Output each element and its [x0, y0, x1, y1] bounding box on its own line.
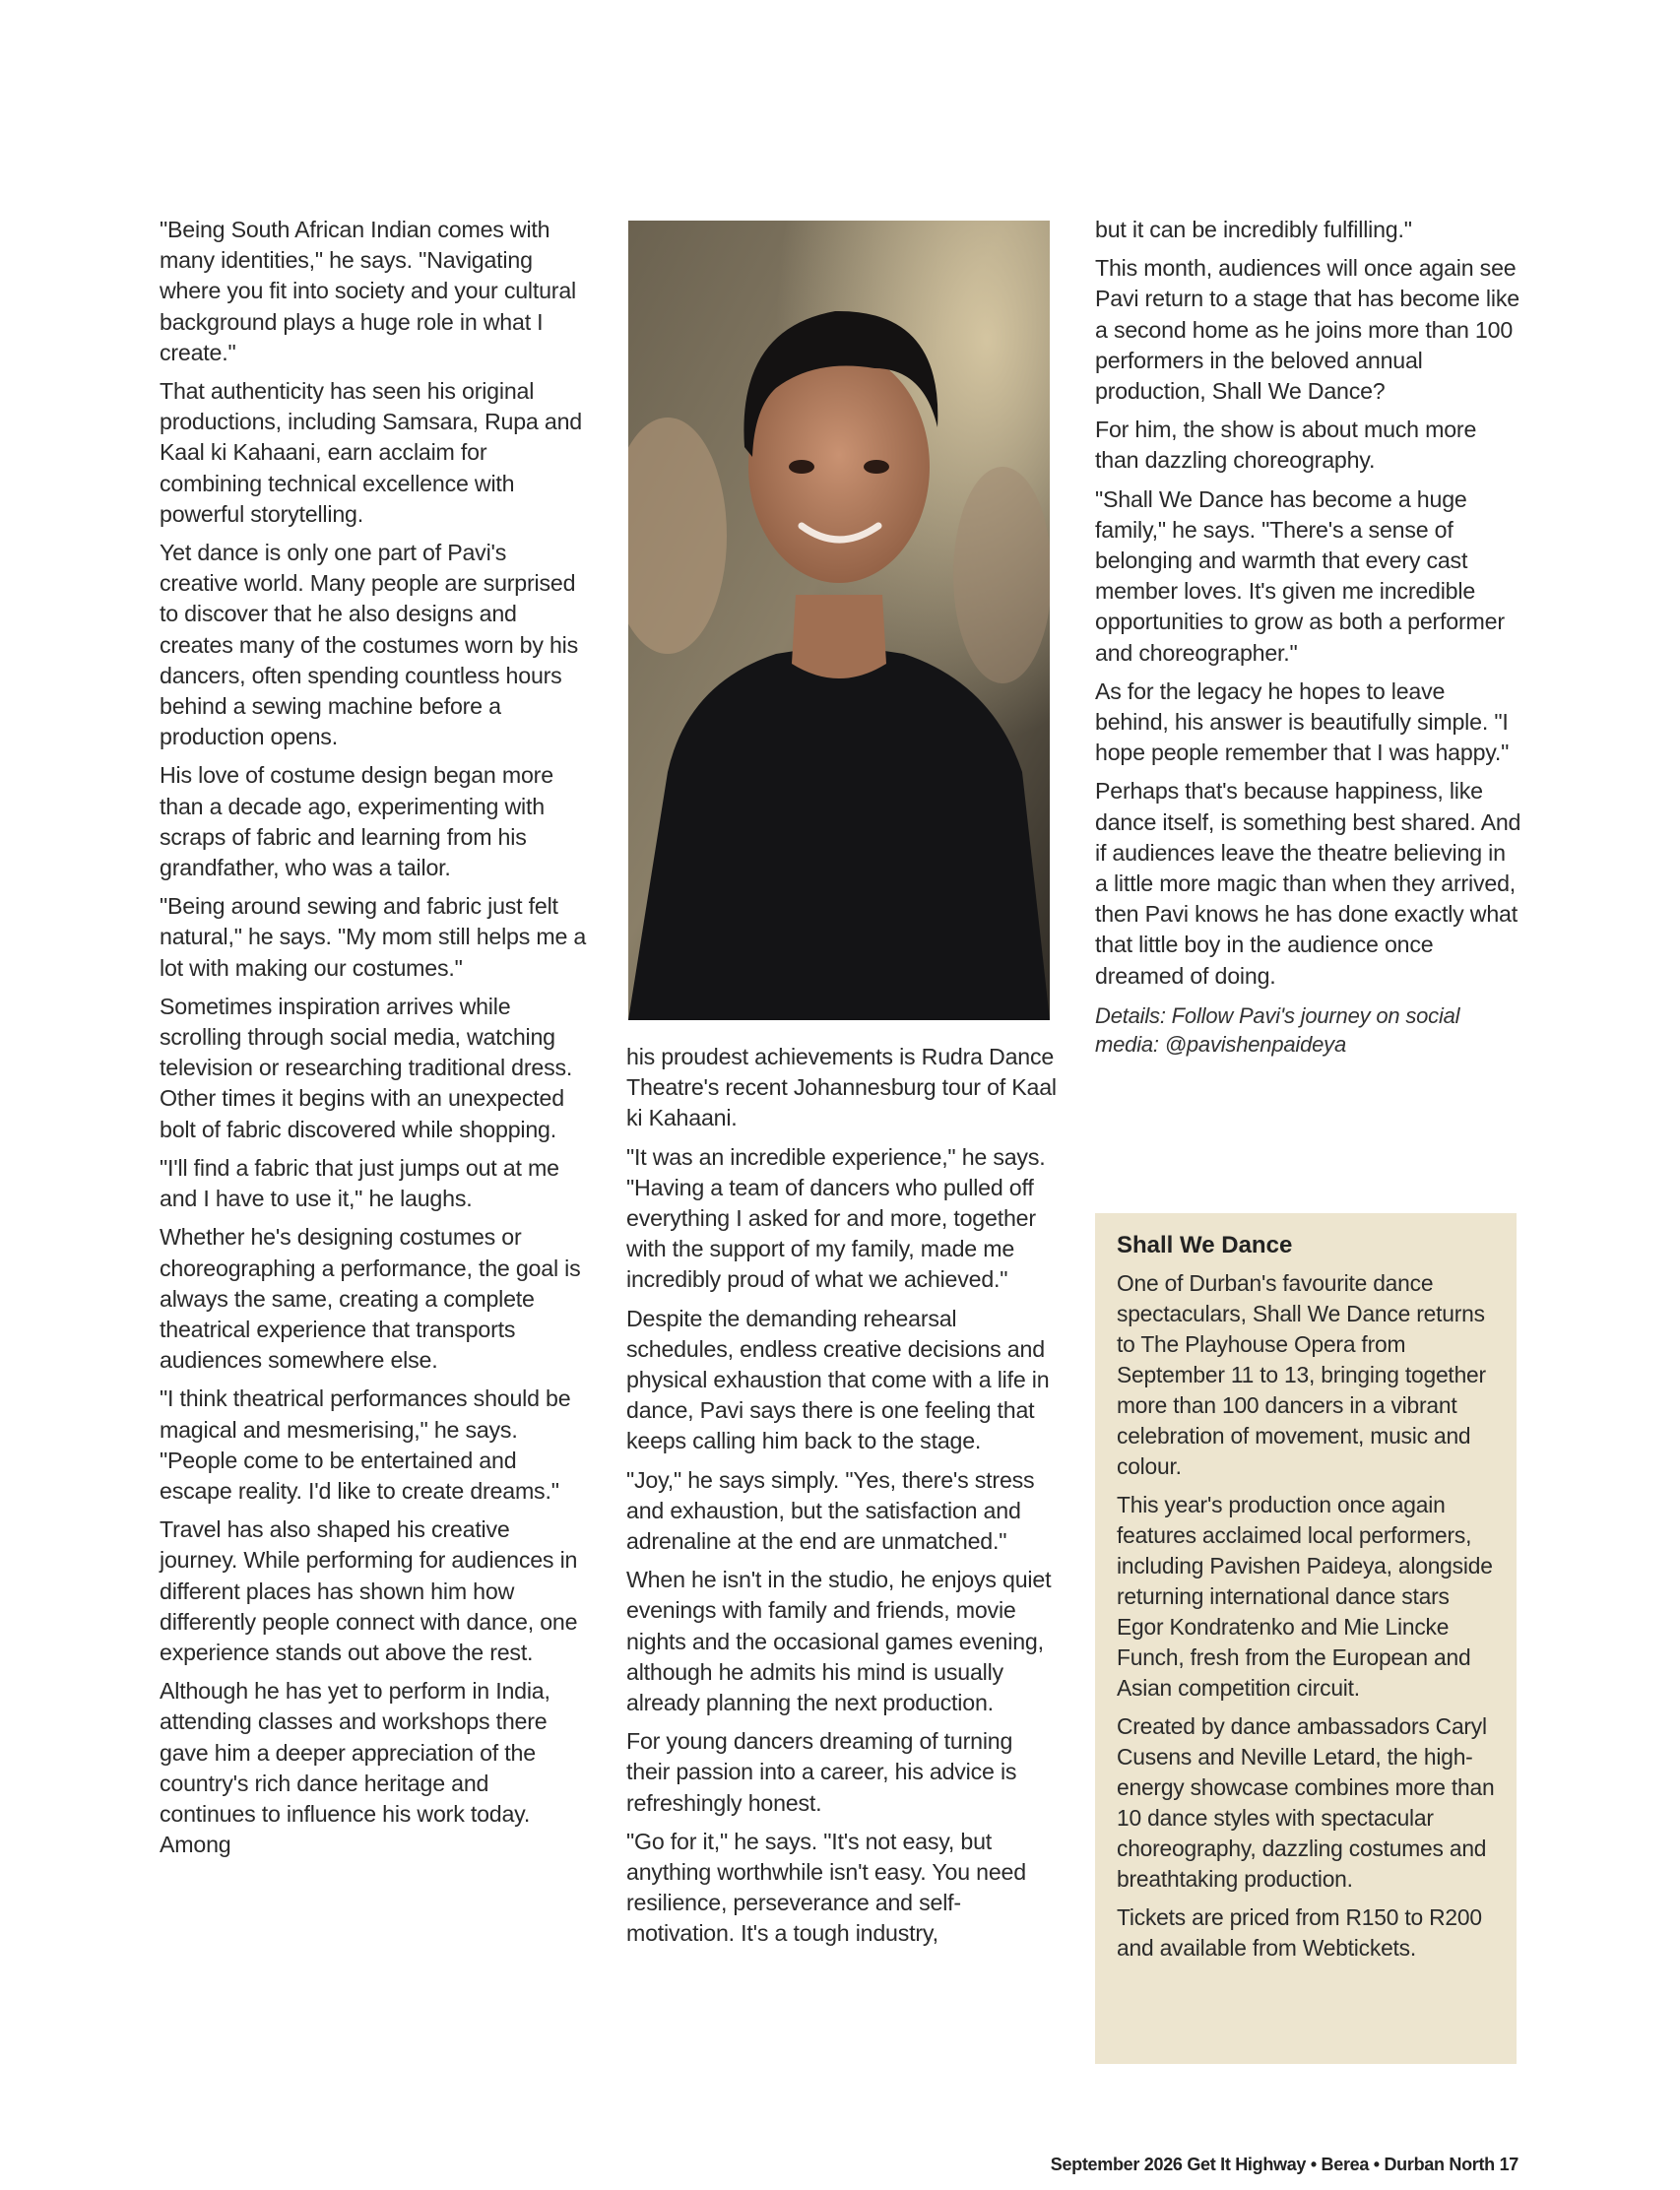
paragraph: Despite the demanding rehearsal schedules, endless creative decisions and physical exhaustion that come with a life in dance, Pavi says there is one feeling that keeps calling him back to the stage.	[626, 1305, 1050, 1454]
paragraph: As for the legacy he hopes to leave behind, his answer is beautifully simple. "I hope people remember that I was happy."	[1095, 677, 1510, 766]
box-paragraph: One of Durban's favourite dance spectaculars, Shall We Dance returns to The Playhouse Opera from September 11 to 13, bringing together more than 100 dancers in a vibrant celebration of movement, music and colour.	[1117, 1270, 1486, 1479]
details-line: Details: Follow Pavi's journey on social media: @pavishenpaideya	[1095, 1002, 1460, 1057]
paragraph: "I think theatrical performances should be magical and mesmerising," he says. "People come to be entertained and escape reality. I'd like to create dreams."	[160, 1385, 571, 1504]
event-info-box	[1095, 1213, 1517, 2064]
paragraph: "I'll find a fabric that just jumps out at me and I have to use it," he laughs.	[160, 1154, 559, 1212]
paragraph: Sometimes inspiration arrives while scrolling through social media, watching television or researching traditional dress. Other times it begins with an unexpected bolt of fabric discovered while shopping.	[160, 993, 573, 1142]
portrait-illustration	[628, 221, 1050, 1020]
article-column-1	[160, 215, 587, 1868]
paragraph: "Go for it," he says. "It's not easy, but anything worthwhile isn't easy. You need resilience, perseverance and self-motivation. It's a tough industry,	[626, 1828, 1026, 1947]
paragraph: "It was an incredible experience," he says. "Having a team of dancers who pulled off everything I asked for and more, together with the support of my family, made me incredibly proud of what we achieved."	[626, 1143, 1046, 1293]
paragraph: Perhaps that's because happiness, like dance itself, is something best shared. And if audiences leave the theatre believing in a little more magic than when they arrived, then Pavi knows he has done exactly what that little boy in the audience once dreamed of doing.	[1095, 778, 1521, 989]
paragraph: Although he has yet to perform in India, attending classes and workshops there gave him a deeper appreciation of the country's rich dance heritage and continues to influence his work today. Among	[160, 1678, 550, 1858]
paragraph: His love of costume design began more than a decade ago, experimenting with scraps of fabric and learning from his grandfather, who was a tailor.	[160, 762, 553, 881]
box-paragraph: Created by dance ambassadors Caryl Cusens and Neville Letard, the high-energy showcase combines more than 10 dance styles with spectacular choreography, dazzling costumes and breathtaking production.	[1117, 1713, 1495, 1892]
paragraph: For young dancers dreaming of turning their passion into a career, his advice is refreshingly honest.	[626, 1728, 1017, 1816]
article-column-2	[626, 1042, 1058, 1958]
paragraph: but it can be incredibly fulfilling."	[1095, 217, 1412, 242]
paragraph: "Being around sewing and fabric just felt natural," he says. "My mom still helps me a lot with making our costumes."	[160, 893, 587, 981]
paragraph: "Shall We Dance has become a huge family," he says. "There's a sense of belonging and warmth that every cast member loves. It's given me incredible opportunities to grow as both a performer and choreographer."	[1095, 485, 1505, 666]
box-paragraph: Tickets are priced from R150 to R200 and available from Webtickets.	[1117, 1904, 1482, 1961]
paragraph: For him, the show is about much more than dazzling choreography.	[1095, 417, 1477, 474]
paragraph: This month, audiences will once again see Pavi return to a stage that has become like a second home as he joins more than 100 performers in the beloved annual production, Shall We Dance?	[1095, 255, 1519, 405]
page-footer: September 2026 Get It Highway • Berea • Durban North 17	[1050, 2155, 1518, 2174]
paragraph: "Joy," he says simply. "Yes, there's stress and exhaustion, but the satisfaction and adrenaline at the end are unmatched."	[626, 1466, 1035, 1555]
paragraph: his proudest achievements is Rudra Dance Theatre's recent Johannesburg tour of Kaal ki Kahaani.	[626, 1044, 1057, 1131]
portrait-photo	[628, 221, 1050, 1020]
article-column-3	[1095, 215, 1522, 1066]
paragraph: Whether he's designing costumes or choreographing a performance, the goal is always the same, creating a complete theatrical experience that transports audiences somewhere else.	[160, 1224, 581, 1374]
paragraph: That authenticity has seen his original productions, including Samsara, Rupa and Kaal ki Kahaani, earn acclaim for combining technical excellence with powerful storytelling.	[160, 378, 582, 527]
paragraph: When he isn't in the studio, he enjoys quiet evenings with family and friends, movie nights and the occasional games evening, although he admits his mind is usually already planning the next production.	[626, 1567, 1052, 1716]
box-paragraph: This year's production once again features acclaimed local performers, including Pavishen Paideya, alongside returning international dance stars Egor Kondratenko and Mie Lincke Funch, fresh from the European and Asian competition circuit.	[1117, 1492, 1493, 1701]
paragraph: "Being South African Indian comes with many identities," he says. "Navigating where you fit into society and your cultural background plays a huge role in what I create."	[160, 217, 576, 365]
paragraph: Travel has also shaped his creative journey. While performing for audiences in different places has shown him how differently people connect with dance, one experience stands out above the rest.	[160, 1516, 578, 1665]
paragraph: Yet dance is only one part of Pavi's creative world. Many people are surprised to discover that he also designs and creates many of the costumes worn by his dancers, often spending countless hours behind a sewing machine before a production opens.	[160, 540, 579, 750]
box-title: Shall We Dance	[1117, 1232, 1293, 1258]
